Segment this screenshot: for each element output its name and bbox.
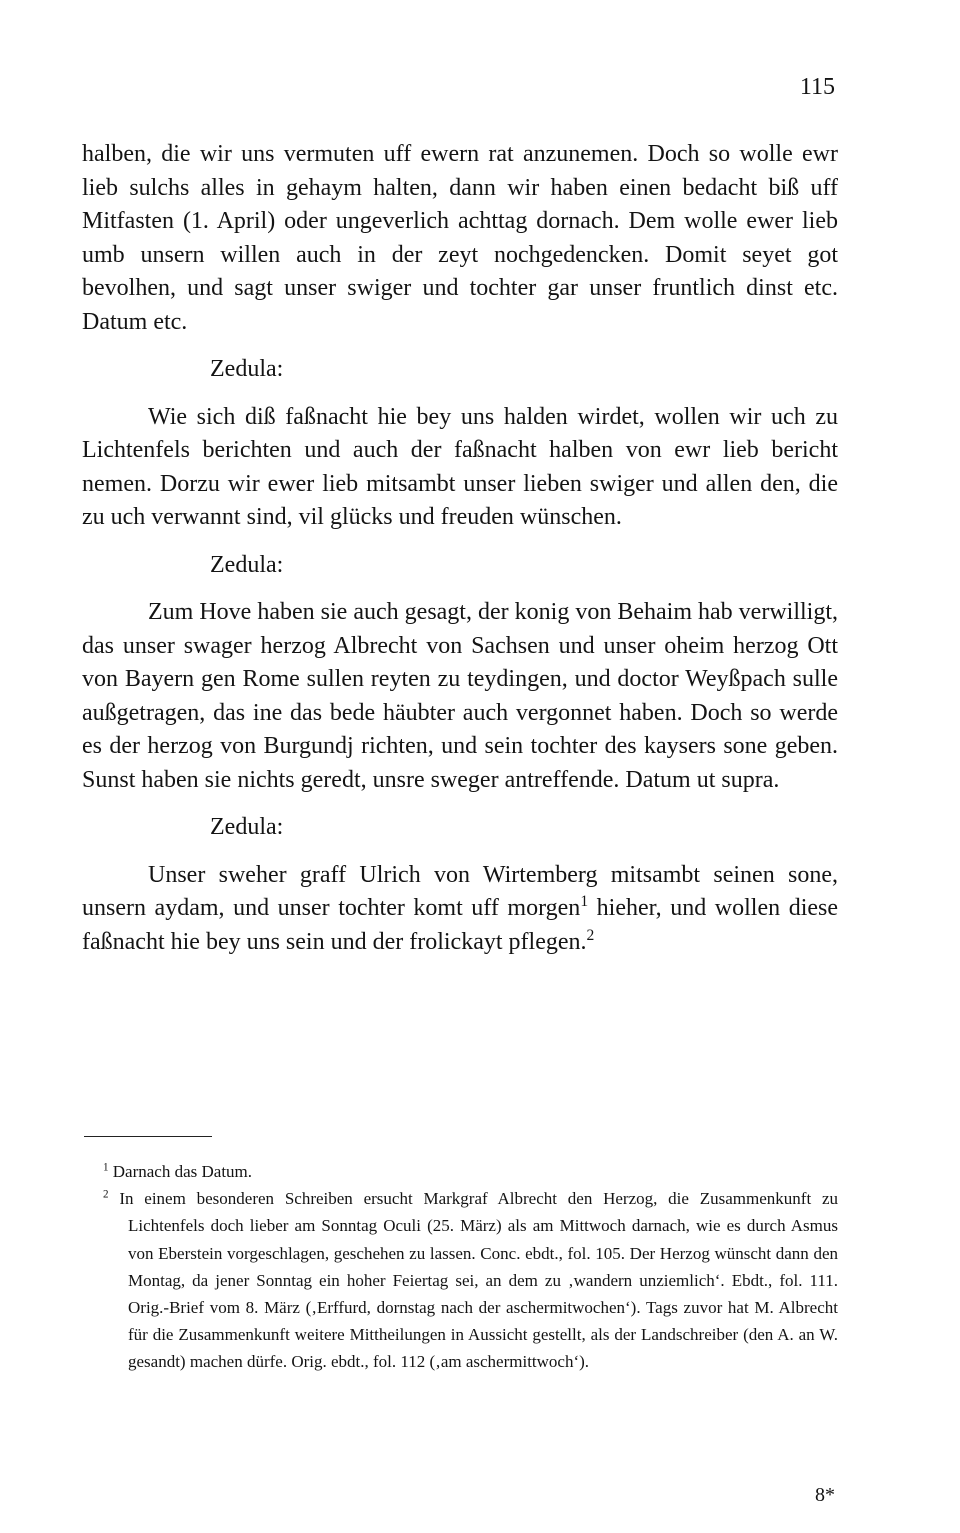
paragraph-4-part-b: hieher, und wollen diese faßnacht hie bey uns sein und der frolickayt pflegen. (82, 895, 839, 955)
footnote-ref-2[interactable]: 2 (586, 926, 595, 944)
footnote-2 (82, 1185, 838, 1375)
footnote-text: In einem besonderen Schreiben ersucht Markgraf Albrecht den Herzog, die Zusammenkunft zu Lichtenfels doch lieber am Sonntag Oculi (25. März) als am Mittwoch darnach, wie es durch Asmus von Eberstein vorgeschlagen, geschehen zu lassen. Conc. ebdt., fol. 105. Der Herzog wünscht dann den Montag, da jener Sonntag ein hoher Feiertag sei, an dem zu ‚wandern unziemlich‘. Ebdt., fol. 111. Orig.-Brief vom 8. März (‚Erffurd, dornstag nach der aschermitwochen‘). Tags zuvor hat M. Albrecht für die Zusammenkunft weitere Mittheilungen in Aussicht gestellt, als der Landschreiber (den A. an W. gesandt) machen dürfe. Orig. ebdt., fol. 112 (‚am aschermittwoch‘). (119, 1189, 839, 1372)
section-heading-2: Zedula: (210, 551, 284, 578)
paragraph-2: Wie sich diß faßnacht hie bey uns halden wirdet, wollen wir uch zu Lichtenfels berichten und auch der faßnacht halben von ewr lieb bericht nemen. Dorzu wir ewer lieb mitsambt unser lieben swiger und allen den, die zu uch verwannt sind, vil glücks und freuden wünschen. (82, 403, 838, 530)
footnote-1 (82, 1158, 838, 1185)
footnote-divider (84, 1136, 212, 1137)
paragraph-4-part-a: Unser sweher graff Ulrich von Wirtemberg mitsambt seinen sone, unsern aydam, und unser tochter komt uff morgen (82, 861, 838, 921)
section-heading-1: Zedula: (210, 356, 284, 382)
page-number: 115 (799, 74, 835, 100)
footnote-mark: 1 (103, 1161, 109, 1174)
footnote-text: Darnach das Datum. (112, 1162, 253, 1181)
paragraph-1: halben, die wir uns vermuten uff ewern rat anzunemen. Doch so wolle ewr lieb sulchs alles in gehaym halten, dann wir haben einen bedacht biß uff Mitfasten (1. April) oder ungeverlich achttag dornach. Dem wolle ewer lieb umb unsern willen auch in der zeyt nochgedencken. Domit seyet got bevolhen, und sagt unser swiger und tochter gar unser fruntlich dinst etc. Datum etc. (82, 141, 838, 335)
main-text (82, 138, 838, 959)
footnote-ref-1[interactable]: 1 (580, 893, 589, 910)
signature-mark: 8* (815, 1484, 835, 1506)
section-heading-3: Zedula: (210, 814, 284, 840)
footnote-mark: 2 (103, 1188, 109, 1201)
paragraph-3: Zum Hove haben sie auch gesagt, der konig von Behaim hab verwilligt, das unser swager herzog Albrecht von Sachsen und unser oheim herzog Ott von Bayern gen Rome sullen reyten zu teydingen, und doctor Weyßpach sulle außgetragen, das ine das bede häubter auch vergonnet haben. Doch so werde es der herzog von Burgundj richten, und sein tochter des kaysers sone geben. Sunst haben sie nichts geredt, unsre sweger antreffende. Datum ut supra. (82, 599, 838, 793)
footnotes (82, 1158, 838, 1376)
paragraph-4 (82, 859, 838, 960)
